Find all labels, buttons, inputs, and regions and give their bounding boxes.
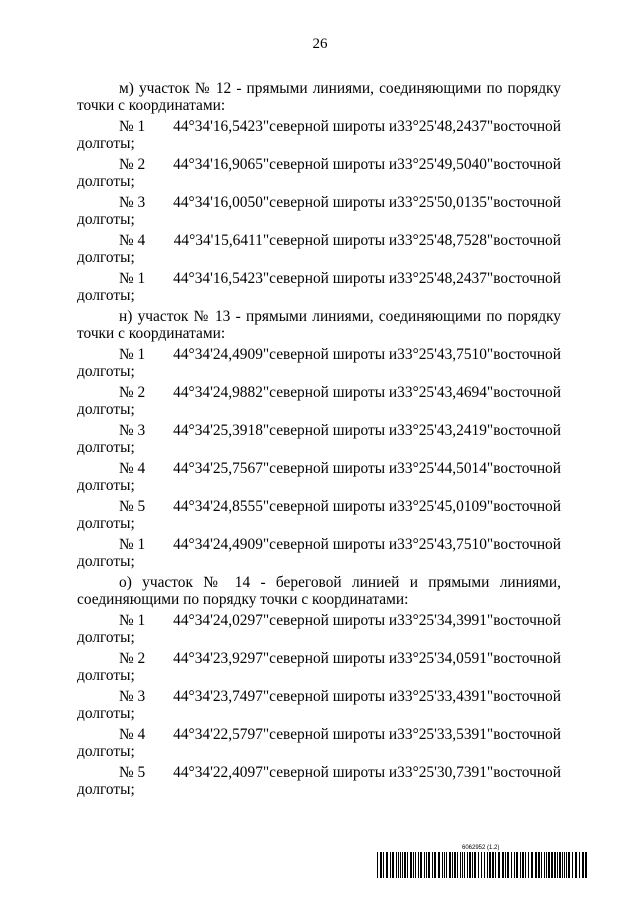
coordinate-point	[77, 688, 561, 722]
longitude-label-continued: долготы;	[77, 553, 135, 570]
coordinate-point	[77, 764, 561, 798]
longitude: 33°25'43,4694"	[397, 384, 494, 401]
point-number: № 1	[119, 346, 146, 363]
longitude-label: восточной	[493, 422, 561, 439]
latitude: 44°34'16,9065"	[173, 156, 270, 173]
latitude: 44°34'24,9882"	[173, 384, 270, 401]
coordinate-point	[77, 384, 561, 418]
longitude-label-continued: долготы;	[77, 439, 135, 456]
longitude: 33°25'48,2437"	[397, 118, 494, 135]
longitude: 33°25'33,4391"	[397, 688, 494, 705]
longitude: 33°25'49,5040"	[397, 156, 494, 173]
point-number: № 1	[119, 536, 146, 553]
coordinate-point	[77, 460, 561, 494]
longitude: 33°25'30,7391"	[397, 764, 494, 781]
barcode	[377, 852, 587, 878]
longitude-label: восточной	[493, 764, 561, 781]
longitude-label: восточной	[493, 726, 561, 743]
longitude-label: восточной	[493, 156, 561, 173]
point-number: № 1	[119, 270, 146, 287]
coordinate-point	[77, 536, 561, 570]
coordinate-point	[77, 194, 561, 228]
latitude: 44°34'24,4909"	[173, 346, 270, 363]
longitude-label-continued: долготы;	[77, 249, 135, 266]
latitude-label: северной широты и	[269, 118, 398, 135]
longitude-label-continued: долготы;	[77, 705, 135, 722]
longitude-label: восточной	[493, 194, 561, 211]
longitude-label: восточной	[493, 232, 561, 249]
latitude-label: северной широты и	[269, 460, 398, 477]
longitude: 33°25'33,5391"	[397, 726, 494, 743]
latitude: 44°34'22,5797"	[173, 726, 270, 743]
latitude: 44°34'24,4909"	[173, 536, 270, 553]
latitude-label: северной широты и	[269, 194, 398, 211]
latitude: 44°34'16,0050"	[173, 194, 270, 211]
latitude-label: северной широты и	[269, 536, 398, 553]
longitude-label: восточной	[493, 650, 561, 667]
section	[77, 80, 561, 304]
longitude-label: восточной	[493, 612, 561, 629]
longitude-label-continued: долготы;	[77, 211, 135, 228]
coordinate-point	[77, 498, 561, 532]
point-number: № 4	[119, 726, 146, 743]
point-number: № 5	[119, 764, 146, 781]
coordinate-point	[77, 156, 561, 190]
longitude: 33°25'48,7528"	[397, 232, 494, 249]
longitude-label-continued: долготы;	[77, 477, 135, 494]
point-number: № 2	[119, 650, 146, 667]
latitude: 44°34'25,7567"	[173, 460, 270, 477]
latitude: 44°34'22,4097"	[173, 764, 270, 781]
latitude: 44°34'23,9297"	[173, 650, 270, 667]
document-body	[77, 80, 561, 802]
latitude-label: северной широты и	[269, 612, 398, 629]
latitude: 44°34'24,8555"	[173, 498, 270, 515]
longitude-label: восточной	[493, 384, 561, 401]
coordinate-point	[77, 346, 561, 380]
coordinate-point	[77, 650, 561, 684]
point-number: № 2	[119, 384, 146, 401]
longitude: 33°25'43,7510"	[397, 346, 494, 363]
longitude-label-continued: долготы;	[77, 401, 135, 418]
point-number: № 5	[119, 498, 146, 515]
coordinate-point	[77, 422, 561, 456]
section-intro: н) участок № 13 - прямыми линиями, соединяющими по порядку точки с координатами:	[77, 308, 561, 342]
coordinate-point	[77, 270, 561, 304]
latitude-label: северной широты и	[269, 232, 398, 249]
latitude-label: северной широты и	[269, 422, 398, 439]
longitude-label: восточной	[493, 498, 561, 515]
section-intro: м) участок № 12 - прямыми линиями, соединяющими по порядку точки с координатами:	[77, 80, 561, 114]
longitude-label: восточной	[493, 346, 561, 363]
latitude: 44°34'24,0297"	[173, 612, 270, 629]
point-number: № 3	[119, 422, 146, 439]
longitude: 33°25'44,5014"	[397, 460, 494, 477]
longitude-label-continued: долготы;	[77, 667, 135, 684]
longitude: 33°25'43,2419"	[397, 422, 494, 439]
longitude-label-continued: долготы;	[77, 515, 135, 532]
longitude-label: восточной	[493, 118, 561, 135]
point-number: № 2	[119, 156, 146, 173]
section	[77, 308, 561, 570]
latitude-label: северной широты и	[269, 764, 398, 781]
coordinate-point	[77, 232, 561, 266]
longitude-label-continued: долготы;	[77, 363, 135, 380]
page-number: 26	[312, 36, 328, 52]
latitude-label: северной широты и	[269, 270, 398, 287]
latitude-label: северной широты и	[269, 384, 398, 401]
latitude-label: северной широты и	[269, 498, 398, 515]
point-number: № 4	[119, 460, 146, 477]
point-number: № 1	[119, 118, 146, 135]
coordinate-point	[77, 726, 561, 760]
coordinate-point	[77, 612, 561, 646]
section	[77, 574, 561, 798]
latitude-label: северной широты и	[269, 346, 398, 363]
point-number: № 3	[119, 688, 146, 705]
longitude-label-continued: долготы;	[77, 743, 135, 760]
barcode-label: 6062952 (1.2)	[462, 845, 500, 851]
longitude-label: восточной	[493, 688, 561, 705]
longitude: 33°25'43,7510"	[397, 536, 494, 553]
longitude: 33°25'34,0591"	[397, 650, 494, 667]
section-intro: о) участок № 14 - береговой линией и прямыми линиями, соединяющими по порядку точки с координатами:	[77, 574, 561, 608]
latitude: 44°34'23,7497"	[173, 688, 270, 705]
latitude: 44°34'16,5423"	[173, 270, 270, 287]
longitude: 33°25'48,2437"	[397, 270, 494, 287]
latitude-label: северной широты и	[269, 650, 398, 667]
latitude-label: северной широты и	[269, 688, 398, 705]
latitude-label: северной широты и	[269, 726, 398, 743]
latitude: 44°34'15,6411"	[173, 232, 270, 249]
longitude: 33°25'34,3991"	[397, 612, 494, 629]
longitude-label: восточной	[493, 460, 561, 477]
point-number: № 3	[119, 194, 146, 211]
longitude-label: восточной	[493, 270, 561, 287]
latitude: 44°34'16,5423"	[173, 118, 270, 135]
longitude-label: восточной	[493, 536, 561, 553]
longitude: 33°25'50,0135"	[397, 194, 494, 211]
point-number: № 1	[119, 612, 146, 629]
latitude: 44°34'25,3918"	[173, 422, 270, 439]
longitude-label-continued: долготы;	[77, 135, 135, 152]
longitude-label-continued: долготы;	[77, 173, 135, 190]
longitude-label-continued: долготы;	[77, 629, 135, 646]
point-number: № 4	[119, 232, 146, 249]
coordinate-point	[77, 118, 561, 152]
longitude-label-continued: долготы;	[77, 287, 135, 304]
longitude-label-continued: долготы;	[77, 781, 135, 798]
latitude-label: северной широты и	[269, 156, 398, 173]
longitude: 33°25'45,0109"	[397, 498, 494, 515]
